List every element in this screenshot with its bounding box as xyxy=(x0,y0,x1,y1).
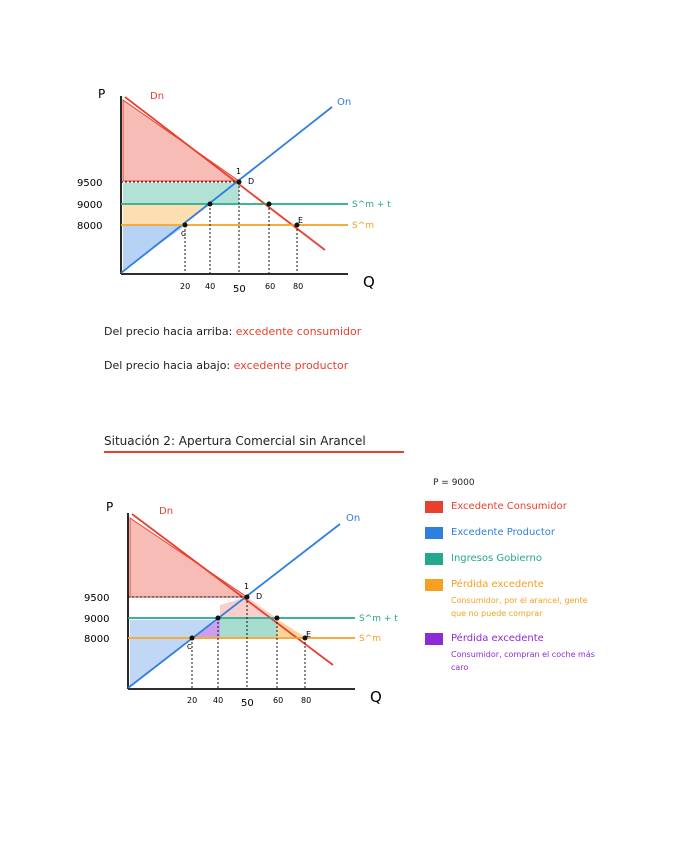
supply-label-2: On xyxy=(346,513,361,524)
q-tick-40-1: 40 xyxy=(205,282,216,291)
note-line-1-prefix: Del precio hacia arriba: xyxy=(104,325,233,338)
price-tick-9000-1: 9000 xyxy=(77,200,103,211)
legend xyxy=(425,500,665,686)
q-tick-80-2: 80 xyxy=(301,696,312,705)
point-1-2 xyxy=(245,595,250,600)
q-tick-40-2: 40 xyxy=(213,696,224,705)
note-line-2-value: excedente productor xyxy=(233,359,349,372)
point-label-1-2: 1 xyxy=(244,582,250,591)
point-label-d-1: D xyxy=(248,177,255,186)
point-60-2 xyxy=(275,616,280,621)
price-tick-9500-1: 9500 xyxy=(77,178,103,189)
tariff-supply-label-1: S^m + t xyxy=(352,200,391,210)
legend-label-deadweight: Pérdida excedente xyxy=(451,579,544,590)
legend-item-purple xyxy=(425,632,665,674)
q-tick-20-2: 20 xyxy=(187,696,198,705)
legend-label-producer: Excedente Productor xyxy=(451,527,555,538)
q-tick-50-1: 50 xyxy=(233,284,246,295)
legend-swatch-deadweight xyxy=(425,579,443,591)
price-tick-9000-2: 9000 xyxy=(84,614,110,625)
legend-item-deadweight xyxy=(425,578,665,620)
p-axis-label-1: P xyxy=(98,87,106,101)
legend-label-government: Ingresos Gobierno xyxy=(451,553,542,564)
demand-label-1: Dn xyxy=(150,91,165,102)
point-c-2 xyxy=(190,636,195,641)
legend-desc-deadweight: Consumidor, por el arancel, gente que no puede comprar xyxy=(451,596,588,618)
q-axis-label-2: Q xyxy=(370,688,382,706)
point-label-1-1: 1 xyxy=(236,167,242,176)
price-tick-8000-1: 8000 xyxy=(77,221,103,232)
tariff-supply-label-2: S^m + t xyxy=(359,614,398,624)
q-tick-80-1: 80 xyxy=(293,282,304,291)
point-label-e-1: E xyxy=(298,216,304,225)
legend-swatch-government xyxy=(425,553,443,565)
demand-label-2: Dn xyxy=(159,506,174,517)
q-tick-50-2: 50 xyxy=(241,698,254,709)
q-axis-label-1: Q xyxy=(363,273,375,291)
world-supply-label-1: S^m xyxy=(352,221,375,231)
legend-swatch-purple xyxy=(425,633,443,645)
point-label-c-2: C xyxy=(187,643,192,651)
legend-swatch-consumer xyxy=(425,501,443,513)
point-d-2 xyxy=(216,616,221,621)
note-line-2-prefix: Del precio hacia abajo: xyxy=(104,359,231,372)
p-axis-label-2: P xyxy=(106,500,114,514)
price-tick-8000-2: 8000 xyxy=(84,634,110,645)
price-tick-9500-2: 9500 xyxy=(84,593,110,604)
legend-item-government xyxy=(425,552,665,566)
supply-label-1: On xyxy=(337,97,352,108)
legend-label-purple: Pérdida excedente xyxy=(451,633,544,644)
government-revenue-area-2 xyxy=(220,619,277,637)
point-label-e-2: E xyxy=(306,630,312,639)
point-label-d-2: D xyxy=(256,592,263,601)
legend-swatch-producer xyxy=(425,527,443,539)
legend-item-consumer xyxy=(425,500,665,514)
q-tick-60-1: 60 xyxy=(265,282,276,291)
legend-item-producer xyxy=(425,526,665,540)
point-label-c-1: C xyxy=(181,230,186,238)
legend-desc-purple: Consumidor, compran el coche más caro xyxy=(451,650,595,672)
legend-label-consumer: Excedente Consumidor xyxy=(451,501,567,512)
note-line-1-value: excedente consumidor xyxy=(235,325,362,338)
q-tick-20-1: 20 xyxy=(180,282,191,291)
price-note: P = 9000 xyxy=(433,478,475,488)
situation-2-title: Situación 2: Apertura Comercial sin Arancel xyxy=(104,434,366,448)
q-tick-60-2: 60 xyxy=(273,696,284,705)
world-supply-label-2: S^m xyxy=(359,634,382,644)
